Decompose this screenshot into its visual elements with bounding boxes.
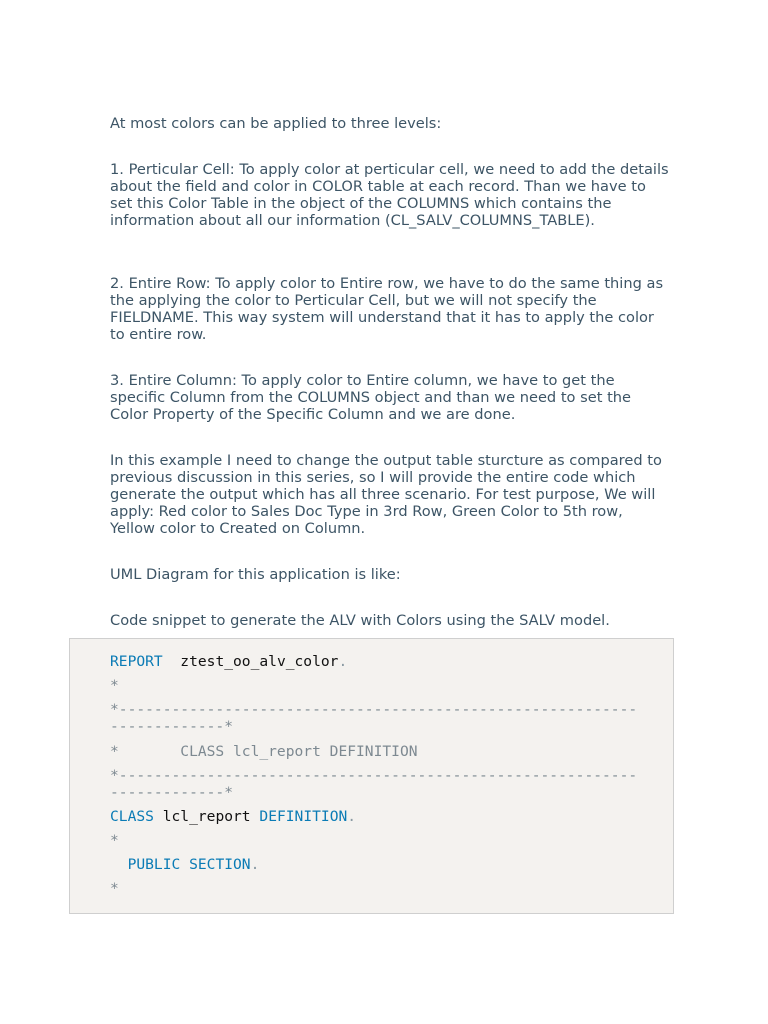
code-line-star-2: * — [110, 832, 119, 849]
code-line-rule-1a: *----------------------------------------------------------- — [110, 701, 638, 718]
example-paragraph — [110, 452, 670, 537]
uml-text: UML Diagram for this application is like: — [110, 566, 401, 583]
class-name: lcl_report — [162, 808, 251, 825]
report-period: . — [338, 653, 348, 670]
snippet-paragraph — [110, 612, 670, 629]
column-level-paragraph — [110, 372, 670, 423]
class-keyword: CLASS — [110, 808, 154, 825]
code-line-rule-2b: -------------* — [110, 784, 234, 801]
example-text: In this example I need to change the output table sturcture as compared to previous discussion in this series, so I will provide the entire code which generate the output which has all three scenario. For test purpose, We will apply: Red color to Sales Doc Type in 3rd Row, Green Color to 5th row, Yellow color to Created on Column. — [110, 452, 662, 537]
code-line-star-3: * — [110, 880, 119, 897]
column-level-text: 3. Entire Column: To apply color to Entire column, we have to get the specific Column from the COLUMNS object and than we need to set the Color Property of the Specific Column and we are done. — [110, 372, 632, 423]
uml-paragraph — [110, 566, 670, 583]
intro-text: At most colors can be applied to three levels: — [110, 115, 442, 132]
code-block — [69, 638, 674, 914]
cell-level-text: 1. Perticular Cell: To apply color at perticular cell, we need to add the details about the field and color in COLOR table at each record. Than we have to set this Color Table in the object of the COLUMNS which contains the information about all our information (CL_SALV_COLUMNS_TABLE). — [110, 161, 669, 229]
snippet-text: Code snippet to generate the ALV with Colors using the SALV model. — [110, 612, 610, 629]
code-line-star-1: * — [110, 677, 119, 694]
report-keyword: REPORT — [110, 653, 163, 670]
report-program-name: ztest_oo_alv_color — [180, 653, 339, 670]
definition-keyword: DEFINITION — [259, 808, 348, 825]
code-line-report — [110, 653, 347, 670]
code-line-public-section — [110, 856, 259, 873]
code-line-class-definition — [110, 808, 356, 825]
definition-period: . — [347, 808, 357, 825]
code-line-rule-2a: *----------------------------------------------------------- — [110, 767, 638, 784]
cell-level-paragraph — [110, 161, 670, 229]
code-line-class-comment: * CLASS lcl_report DEFINITION — [110, 743, 418, 760]
code-line-rule-1b: -------------* — [110, 718, 234, 735]
public-section-keyword: PUBLIC SECTION — [127, 856, 251, 873]
intro-paragraph — [110, 115, 670, 132]
public-section-period: . — [250, 856, 260, 873]
row-level-paragraph — [110, 275, 670, 343]
row-level-text: 2. Entire Row: To apply color to Entire row, we have to do the same thing as the applying the color to Perticular Cell, but we will not specify the FIELDNAME. This way system will understand that it has to apply the color to entire row. — [110, 275, 664, 343]
